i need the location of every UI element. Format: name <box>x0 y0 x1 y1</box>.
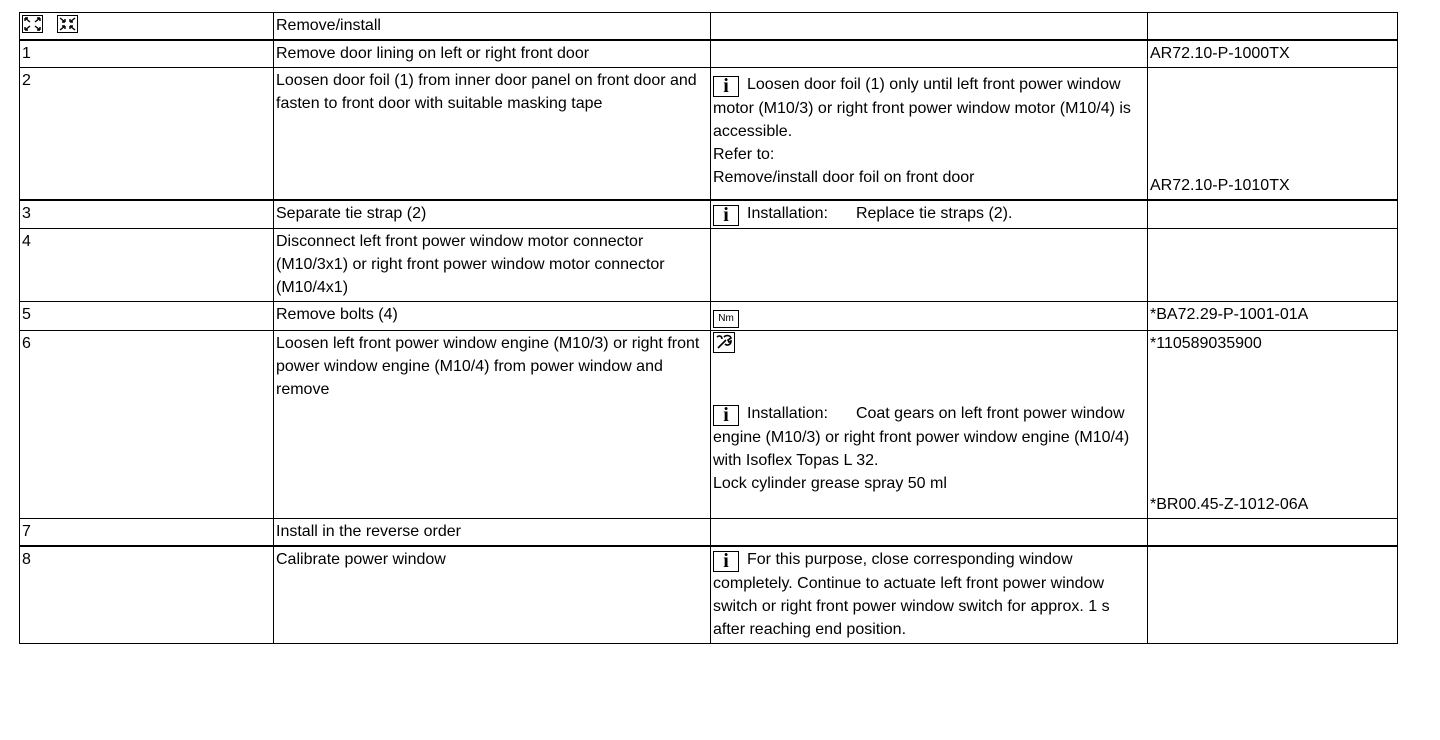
table-row <box>20 519 1398 547</box>
expand-all-icon[interactable] <box>22 15 43 33</box>
reference-cell <box>1148 519 1398 547</box>
note-cell <box>711 229 1148 302</box>
step-number: 2 <box>20 68 274 201</box>
installation-label: Installation: <box>747 405 828 422</box>
step-text: Loosen door foil (1) from inner door panel on front door and fasten to front door with suitable masking tape <box>274 68 711 201</box>
table-header-row <box>20 13 1398 41</box>
reference-link[interactable]: *BA72.29-P-1001-01A <box>1148 302 1398 331</box>
special-tool-icon <box>713 332 735 353</box>
note-cell <box>711 200 1148 229</box>
step-number: 7 <box>20 519 274 547</box>
material-reference-link[interactable]: *BR00.45-Z-1012-06A <box>1150 496 1309 513</box>
table-row <box>20 302 1398 331</box>
step-text: Remove door lining on left or right front door <box>274 40 711 68</box>
step-text: Disconnect left front power window motor connector (M10/3x1) or right front power window motor connector (M10/4x1) <box>274 229 711 302</box>
note-cell <box>711 68 1148 201</box>
step-text: Install in the reverse order <box>274 519 711 547</box>
step-text: Remove bolts (4) <box>274 302 711 331</box>
table-row <box>20 68 1398 201</box>
step-text: Loosen left front power window engine (M10/3) or right front power window engine (M10/4) from power window and remove <box>274 331 711 519</box>
note-text: Replace tie straps (2). <box>855 205 1013 222</box>
table-row <box>20 331 1398 519</box>
material-text: Lock cylinder grease spray 50 ml <box>713 475 947 492</box>
header-title: Remove/install <box>274 13 711 41</box>
installation-label: Installation: <box>747 205 828 222</box>
reference-link[interactable]: AR72.10-P-1010TX <box>1150 177 1290 194</box>
table-row <box>20 546 1398 644</box>
tool-reference-link[interactable]: *110589035900 <box>1150 335 1262 352</box>
step-number: 4 <box>20 229 274 302</box>
header-note-cell <box>711 13 1148 41</box>
header-icons-cell <box>20 13 274 41</box>
note-text: For this purpose, close corresponding window completely. Continue to actuate left front power window switch or right front power window switch for approx. 1 s after reaching end position. <box>713 551 1110 638</box>
info-icon: i <box>713 405 739 426</box>
step-number: 8 <box>20 546 274 644</box>
reference-link[interactable]: AR72.10-P-1000TX <box>1148 40 1398 68</box>
table-row <box>20 229 1398 302</box>
reference-cell <box>1148 546 1398 644</box>
step-text: Separate tie strap (2) <box>274 200 711 229</box>
reference-cell <box>1148 200 1398 229</box>
reference-cell <box>1148 68 1398 201</box>
note-text: Coat gears on left front power window engine (M10/3) or right front power window engine (M10/4) with Isoflex Topas L 32. <box>713 405 1130 469</box>
step-text: Calibrate power window <box>274 546 711 644</box>
table-row <box>20 40 1398 68</box>
note-cell <box>711 331 1148 519</box>
note-cell <box>711 546 1148 644</box>
table-row <box>20 200 1398 229</box>
procedure-table <box>19 12 1398 644</box>
header-ref-cell <box>1148 13 1398 41</box>
note-cell <box>711 40 1148 68</box>
collapse-all-icon[interactable] <box>57 15 78 33</box>
info-icon: i <box>713 76 739 97</box>
step-number: 6 <box>20 331 274 519</box>
info-icon: i <box>713 205 739 226</box>
note-cell <box>711 519 1148 547</box>
reference-cell <box>1148 331 1398 519</box>
note-cell <box>711 302 1148 331</box>
step-number: 1 <box>20 40 274 68</box>
reference-cell <box>1148 229 1398 302</box>
step-number: 5 <box>20 302 274 331</box>
step-number: 3 <box>20 200 274 229</box>
info-icon: i <box>713 551 739 572</box>
torque-nm-icon: Nm <box>713 310 739 328</box>
refer-to-text: Remove/install door foil on front door <box>713 169 975 186</box>
refer-to-label: Refer to: <box>713 146 775 163</box>
note-text: Loosen door foil (1) only until left front power window motor (M10/3) or right front power window motor (M10/4) is accessible. <box>713 76 1131 140</box>
